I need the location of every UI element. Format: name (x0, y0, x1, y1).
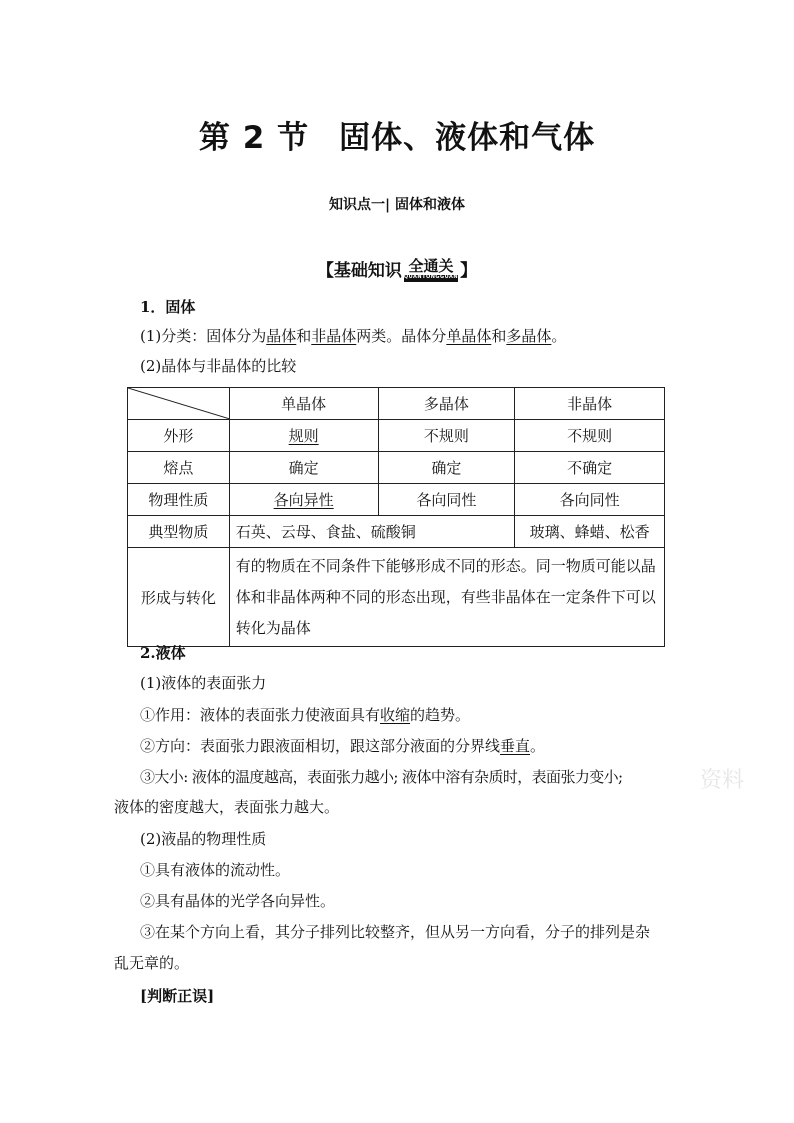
surface-tension-heading: (1)液体的表面张力 (140, 674, 267, 692)
liquid-crystal-item: ②具有晶体的光学各向异性。 (140, 892, 336, 910)
crystal-comparison-table (127, 387, 665, 647)
quantongguan-badge: 全通关 QUANTONGGUAN (403, 256, 459, 280)
tension-effect-text: ①作用：液体的表面张力使液面具有收缩的趋势。 (140, 706, 471, 724)
knowledge-point-heading: 知识点一| 固体和液体 (329, 197, 465, 213)
section-title: 固体、液体和气体 (339, 120, 596, 156)
watermark: 资料 (700, 768, 745, 793)
table-row: 形成与转化 有的物质在不同条件下能够形成不同的形态。同一物质可能以晶体和非晶体两种不同的形态出现，有些非晶体在一定条件下可以转化为晶体 (128, 548, 665, 647)
table-row: 熔点 确定 确定 不确定 (128, 452, 665, 484)
section-number: 第 2 节 (198, 120, 310, 156)
classification-text: (1)分类：固体分为晶体和非晶体两类。晶体分单晶体和多晶体。 (140, 327, 567, 345)
comparison-heading: (2)晶体与非晶体的比较 (140, 357, 297, 375)
tension-size-text: ③大小: 液体的温度越高，表面张力越小; 液体中溶有杂质时，表面张力变小; (140, 768, 623, 786)
tension-size-text-cont: 液体的密度越大，表面张力越大。 (114, 798, 340, 816)
tension-direction-text: ②方向：表面张力跟液面相切，跟这部分液面的分界线垂直。 (140, 737, 546, 755)
solid-heading: 1．固体 (140, 298, 196, 316)
table-row: 物理性质 各向异性 各向同性 各向同性 (128, 484, 665, 516)
table-row: 外形 规则 不规则 不规则 (128, 420, 665, 452)
table-header-row (128, 388, 665, 420)
table-row: 典型物质 石英、云母、食盐、硫酸铜 玻璃、蜂蜡、松香 (128, 516, 665, 548)
page-title (0, 112, 794, 157)
header-polycrystal: 多晶体 (378, 388, 515, 420)
liquid-crystal-heading: (2)液晶的物理性质 (140, 830, 267, 848)
liquid-crystal-item: ③在某个方向上看，其分子排列比较整齐，但从另一方向看，分子的排列是杂 (140, 923, 651, 941)
liquid-crystal-item: ①具有液体的流动性。 (140, 861, 291, 879)
diagonal-line (128, 388, 230, 419)
liquid-heading: 2.液体 (140, 644, 186, 662)
basic-knowledge-banner: 【基础知识 全通关 QUANTONGGUAN 】 (316, 256, 478, 281)
judge-heading: [判断正误] (140, 987, 215, 1005)
liquid-crystal-item-cont: 乱无章的。 (114, 954, 190, 972)
header-amorphous: 非晶体 (515, 388, 665, 420)
diagonal-header-cell (128, 388, 230, 420)
header-single-crystal: 单晶体 (229, 388, 378, 420)
